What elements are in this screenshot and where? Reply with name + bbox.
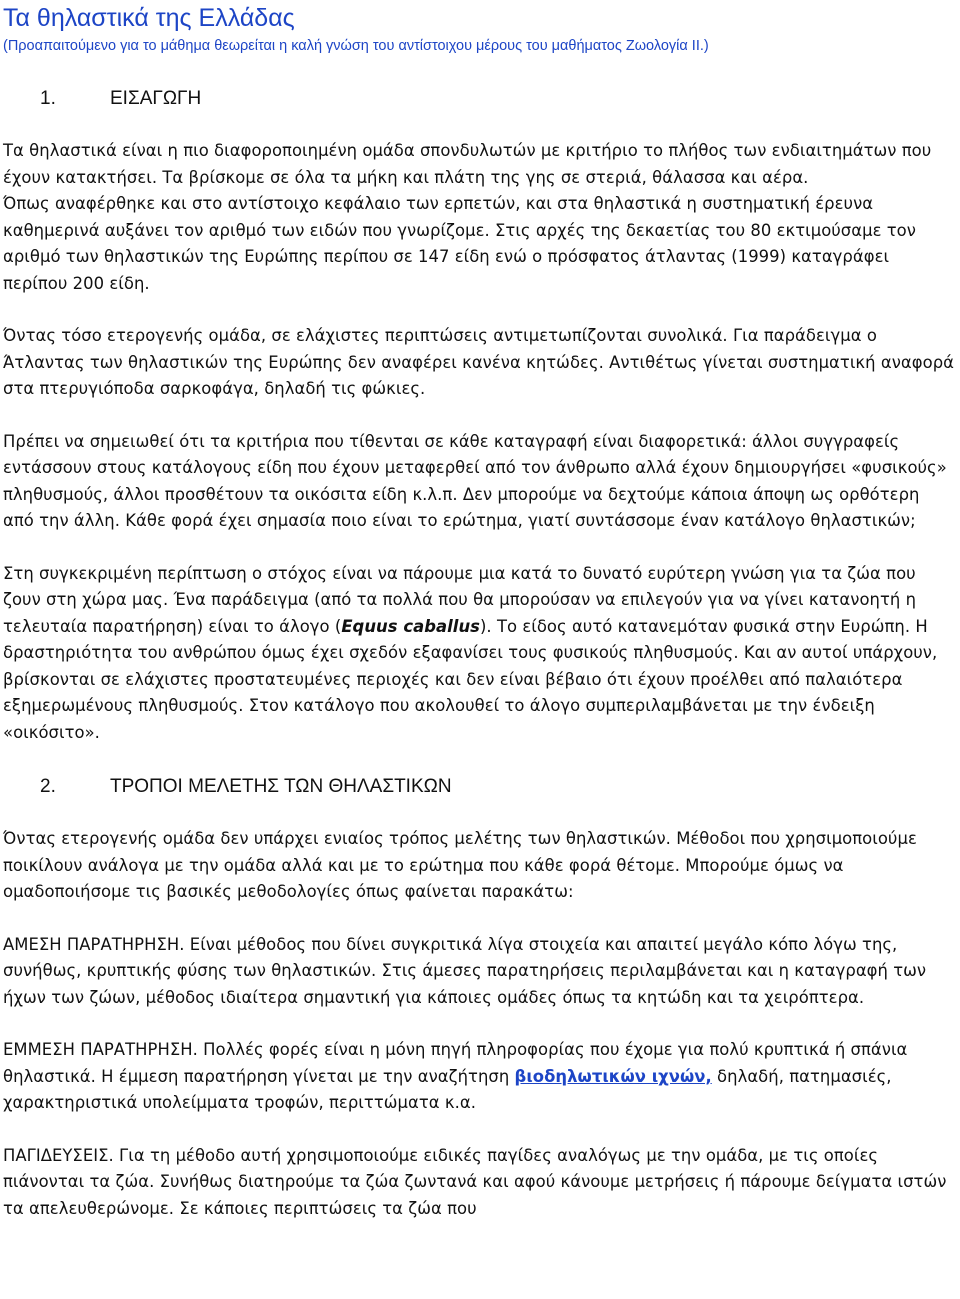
paragraph-indirect-observation [3, 1037, 954, 1117]
text-run: δηλαδή, πατημασιές, χαρακτηριστικά υπολείμματα τροφών, περιττώματα κ.α. [3, 1066, 892, 1112]
document-page [0, 2, 960, 1222]
biosign-traces-link[interactable]: βιοδηλωτικών ιχνών, [514, 1066, 712, 1086]
paragraph-trapping: ΠΑΓΙΔΕΥΣΕΙΣ. Για τη μέθοδο αυτή χρησιμοποιούμε ειδικές παγίδες αναλόγως με την ομάδα, με τις οποίες πιάνονται τα ζώα. Συνήθως διατηρούμε τα ζώα ζωντανά και αφού κάνουμε μετρήσεις ή πάρουμε δείγματα ιστών τα απελευθερώνομε. Σε κάποιες περιπτώσεις τα ζώα που [3, 1145, 947, 1218]
section-number: 2. [40, 776, 56, 797]
section-title: ΕΙΣΑΓΩΓΗ [110, 88, 202, 109]
text-run: ). Το είδος αυτό κατανεμόταν φυσικά στην Ευρώπη. Η δραστηριότητα του ανθρώπου όμως έχει σχεδόν εξαφανίσει τους φυσικούς πληθυσμούς. Και αν αυτοί υπάρχουν, βρίσκονται σε ελάχιστες προστατευμένες περιοχές και δεν είναι βέβαιο ότι έχουν προέλθει από παλαιότερα εξημερωμένους πληθυσμούς. Στον κατάλογο που ακολουθεί το άλογο συμπεριλαμβάνεται με την ένδειξη «οικόσιτο». [3, 616, 938, 742]
paragraph-intro-a: Τα θηλαστικά είναι η πιο διαφοροποιημένη ομάδα σπονδυλωτών με κριτήριο το πλήθος των ενδιαιτημάτων που έχουν κατακτήσει. Τα βρίσκομε σε όλα τα μήκη και πλάτη της γης σε στεριά, θάλασσα και αέρα. [3, 141, 932, 187]
paragraph-methods-intro: Όντας ετερογενής ομάδα δεν υπάρχει ενιαίος τρόπος μελέτης των θηλαστικών. Μέθοδοι που χρησιμοποιούμε ποικίλουν ανάλογα με την ομάδα αλλά και με το ερώτημα που κάθε φορά θέτομε. Μπορούμε όμως να ομαδοποιήσομε τις βασικές μεθοδολογίες όπως φαίνεται παρακάτω: [3, 829, 917, 901]
section-heading-introduction [3, 87, 954, 111]
section-number: 1. [40, 88, 56, 109]
paragraph-direct-observation: ΑΜΕΣΗ ΠΑΡΑΤΗΡΗΣΗ. Είναι μέθοδος που δίνει συγκριτικά λίγα στοιχεία και απαιτεί μεγάλο κόπο λόγω της, συνήθως, κρυπτικής φύσης των θηλαστικών. Στις άμεσες παρατηρήσεις περιλαμβάνεται και η καταγραφή των ήχων των ζώων, μέθοδος ιδιαίτερα σημαντική για κάποιες ομάδες όπως τα κητώδη και τα χειρόπτερα. [3, 934, 927, 1007]
species-name: Equus caballus [341, 616, 480, 636]
paragraph-intro-b: Όπως αναφέρθηκε και στο αντίστοιχο κεφάλαιο των ερπετών, και στα θηλαστικά η συστηματική έρευνα καθημερινά αυξάνει τον αριθμό των ειδών που γνωρίζομε. Στις αρχές της δεκαετίας του 80 εκτιμούσαμε τον αριθμό των θηλαστικών της Ευρώπης περίπου σε 147 είδη ενώ ο πρόσφατος άτλαντας (1999) καταγράφει περίπου 200 είδη. [3, 194, 916, 293]
paragraph-horse-example [3, 561, 954, 747]
page-title: Τα θηλαστικά της Ελλάδας [3, 4, 295, 32]
section-title: ΤΡΟΠΟΙ ΜΕΛΕΤΗΣ ΤΩΝ ΘΗΛΑΣΤΙΚΩΝ [110, 776, 452, 797]
text-run: Στη συγκεκριμένη περίπτωση ο στόχος είναι να πάρουμε μια κατά το δυνατό ευρύτερη γνώση για τα ζώα που ζουν στη χώρα μας. Ένα παράδειγμα (από τα πολλά που θα μπορούσαν να επιλεγούν για να γίνει κατανοητή η τελευταία παρατήρηση) είναι το άλογο ( [3, 563, 917, 636]
section-heading-methods [3, 775, 954, 799]
paragraph-criteria: Πρέπει να σημειωθεί ότι τα κριτήρια που τίθενται σε κάθε καταγραφή είναι διαφορετικά: άλλοι συγγραφείς εντάσσουν στους κατάλογους είδη που έχουν μεταφερθεί από τον άνθρωπο αλλά έχουν δημιουργήσει «φυσικούς» πληθυσμούς, άλλοι προσθέτουν τα οικόσιτα είδη κ.λ.π. Δεν μπορούμε να δεχτούμε κάποια άποψη ως ορθότερη από την άλλη. Κάθε φορά έχει σημασία ποιο είναι το ερώτημα, γιατί συντάσσομε έναν κατάλογο θηλαστικών; [3, 431, 947, 530]
paragraph-heterogeneity: Όντας τόσο ετερογενής ομάδα, σε ελάχιστες περιπτώσεις αντιμετωπίζονται συνολικά. Για παράδειγμα ο Άτλαντας των θηλαστικών της Ευρώπης δεν αναφέρει κανένα κητώδες. Αντιθέτως γίνεται συστηματική αναφορά στα πτερυγιόποδα σαρκοφάγα, δηλαδή τις φώκιες. [3, 326, 955, 398]
text-run: ΕΜΜΕΣΗ ΠΑΡΑΤΗΡΗΣΗ. Πολλές φορές είναι η μόνη πηγή πληροφορίας που έχομε για πολύ κρυπτικά ή σπάνια θηλαστικά. Η έμμεση παρατήρηση γίνεται με την αναζήτηση [3, 1040, 908, 1086]
page-subtitle: (Προαπαιτούμενο για το μάθημα θεωρείται η καλή γνώση του αντίστοιχου μέρους του μαθήματος Ζωολογία ΙΙ.) [3, 38, 709, 54]
